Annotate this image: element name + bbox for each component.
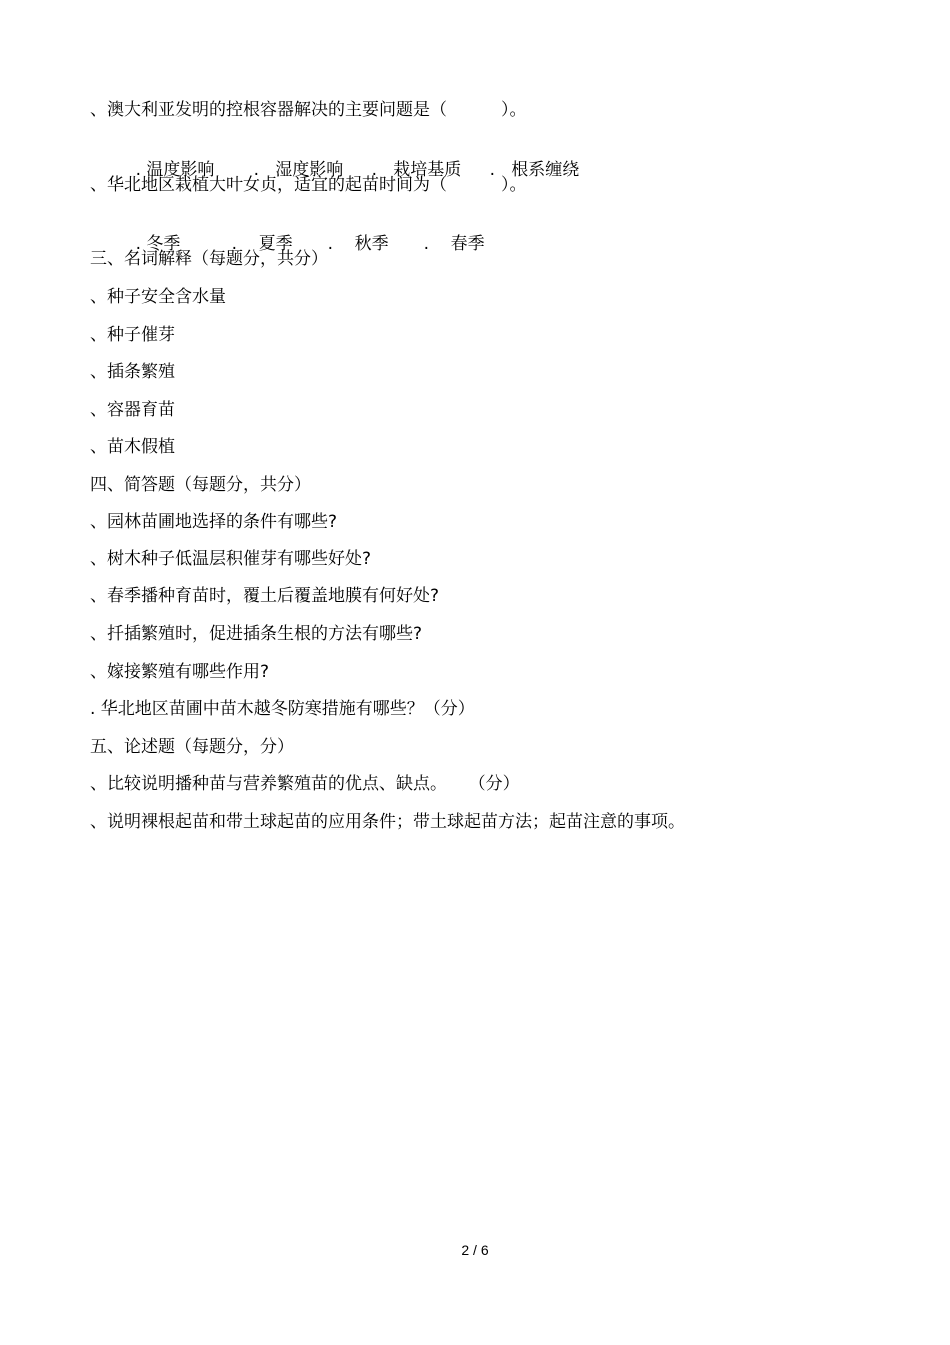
option-c: . 栽培基质 <box>371 160 462 180</box>
question-line: 、种子催芽 <box>90 325 175 345</box>
section-heading: 四、简答题（每题分，共分） <box>90 475 311 495</box>
option-b: . 湿度影响 <box>253 160 344 180</box>
option-a: . 冬季 <box>135 234 181 254</box>
section-heading: 五、论述题（每题分，分） <box>90 737 294 757</box>
option-d: . 根系缠绕 <box>489 160 580 180</box>
question-line: 、澳大利亚发明的控根容器解决的主要问题是（ ）。 <box>90 100 527 120</box>
question-line: 、说明裸根起苗和带土球起苗的应用条件；带土球起苗方法；起苗注意的事项。 <box>90 812 685 832</box>
question-line: 、华北地区栽植大叶女贞，适宜的起苗时间为（ ）。 <box>90 175 527 195</box>
question-line: 、插条繁殖 <box>90 362 175 382</box>
question-line: 、容器育苗 <box>90 400 175 420</box>
question-line: 、扦插繁殖时，促进插条生根的方法有哪些? <box>90 624 423 644</box>
question-line: 、园林苗圃地选择的条件有哪些? <box>90 512 338 532</box>
option-b: . 夏季 <box>231 234 293 254</box>
question-line: 、比较说明播种苗与营养繁殖苗的优点、缺点。 （分） <box>90 774 520 794</box>
question-line: 、树木种子低温层积催芽有哪些好处? <box>90 549 372 569</box>
section-heading: 三、名词解释（每题分，共分） <box>90 249 328 269</box>
option-c: . 秋季 <box>327 234 389 254</box>
question-line: . 华北地区苗圃中苗木越冬防寒措施有哪些？（分） <box>90 699 475 719</box>
question-line: 、春季播种育苗时，覆土后覆盖地膜有何好处? <box>90 586 440 606</box>
question-line: 、嫁接繁殖有哪些作用? <box>90 662 270 682</box>
page-number: 2 / 6 <box>461 1242 489 1258</box>
option-a: . 温度影响 <box>135 160 215 180</box>
question-line: 、苗木假植 <box>90 437 175 457</box>
option-d: . 春季 <box>423 234 485 254</box>
question-line: 、种子安全含水量 <box>90 287 226 307</box>
